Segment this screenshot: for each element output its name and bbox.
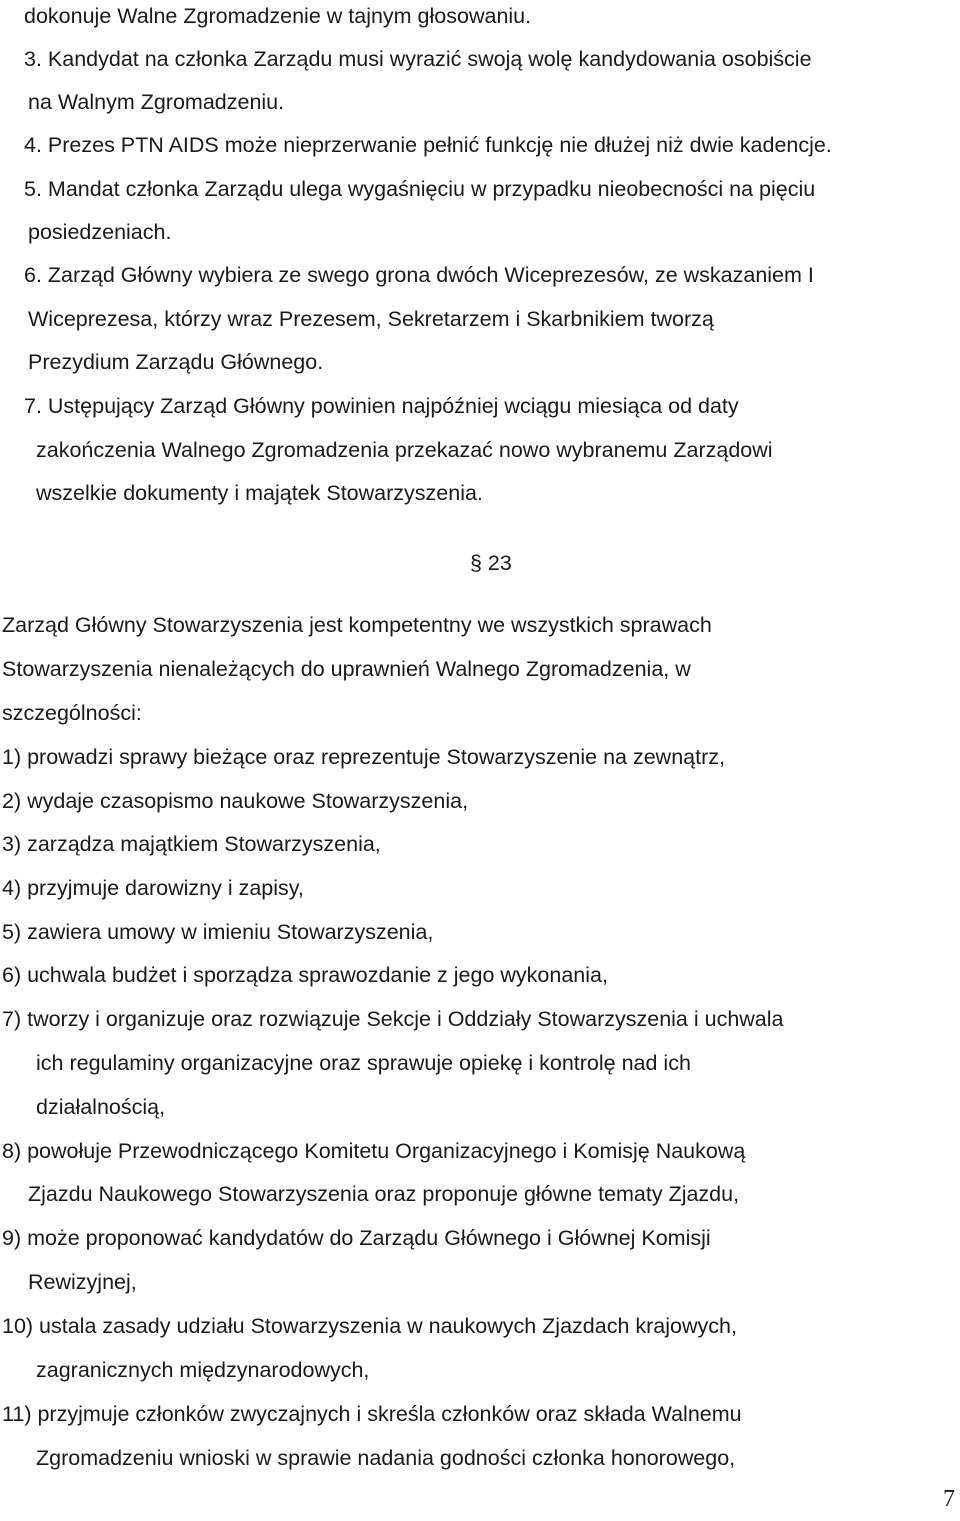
list-item-continuation: ich regulaminy organizacyjne oraz sprawuje opiekę i kontrolę nad ich [36,1051,691,1075]
list-item: 7) tworzy i organizuje oraz rozwiązuje Sekcje i Oddziały Stowarzyszenia i uchwala [2,1007,784,1031]
text-line: 3. Kandydat na członka Zarządu musi wyrazić swoją wolę kandydowania osobiście [24,47,812,71]
list-item-continuation: Zjazdu Naukowego Stowarzyszenia oraz proponuje główne tematy Zjazdu, [28,1182,740,1206]
text-line: zakończenia Walnego Zgromadzenia przekazać nowo wybranemu Zarządowi [36,438,773,462]
list-item: 1) prowadzi sprawy bieżące oraz reprezentuje Stowarzyszenie na zewnątrz, [2,745,725,769]
list-item: 6) uchwala budżet i sporządza sprawozdanie z jego wykonania, [2,963,608,987]
list-item: 9) może proponować kandydatów do Zarządu Głównego i Głównej Komisji [2,1226,711,1250]
text-line: Prezydium Zarządu Głównego. [28,350,324,374]
list-item: 11) przyjmuje członków zwyczajnych i skreśla członków oraz składa Walnemu [2,1402,742,1426]
text-line: na Walnym Zgromadzeniu. [28,90,285,114]
list-item-continuation: Zgromadzeniu wnioski w sprawie nadania godności członka honorowego, [36,1446,736,1470]
text-line: Zarząd Główny Stowarzyszenia jest kompetentny we wszystkich sprawach [2,613,712,637]
list-item: 3) zarządza majątkiem Stowarzyszenia, [2,832,381,856]
text-line: Wiceprezesa, którzy wraz Prezesem, Sekretarzem i Skarbnikiem tworzą [28,307,714,331]
section-heading: § 23 [470,551,512,575]
text-line: 7. Ustępujący Zarząd Główny powinien najpóźniej wciągu miesiąca od daty [24,394,739,418]
text-line: 6. Zarząd Główny wybiera ze swego grona dwóch Wiceprezesów, ze wskazaniem I [24,263,814,287]
text-line: 4. Prezes PTN AIDS może nieprzerwanie pełnić funkcję nie dłużej niż dwie kadencje. [24,133,832,157]
list-item: 2) wydaje czasopismo naukowe Stowarzyszenia, [2,789,469,813]
list-item: 4) przyjmuje darowizny i zapisy, [2,876,304,900]
text-line: Stowarzyszenia nienależących do uprawnień Walnego Zgromadzenia, w [2,657,691,681]
list-item-continuation: Rewizyjnej, [28,1270,137,1294]
text-line: posiedzeniach. [28,220,172,244]
text-line: wszelkie dokumenty i majątek Stowarzyszenia. [36,481,483,505]
list-item-continuation: działalnością, [36,1095,166,1119]
list-item-continuation: zagranicznych międzynarodowych, [36,1358,370,1382]
text-line: 5. Mandat członka Zarządu ulega wygaśnięciu w przypadku nieobecności na pięciu [24,177,816,201]
text-line: szczególności: [2,701,142,725]
text-line: dokonuje Walne Zgromadzenie w tajnym głosowaniu. [24,4,532,28]
list-item: 5) zawiera umowy w imieniu Stowarzyszenia, [2,920,434,944]
list-item: 10) ustala zasady udziału Stowarzyszenia w naukowych Zjazdach krajowych, [2,1314,737,1338]
page-number: 7 [943,1486,955,1512]
list-item: 8) powołuje Przewodniczącego Komitetu Organizacyjnego i Komisję Naukową [2,1139,746,1163]
